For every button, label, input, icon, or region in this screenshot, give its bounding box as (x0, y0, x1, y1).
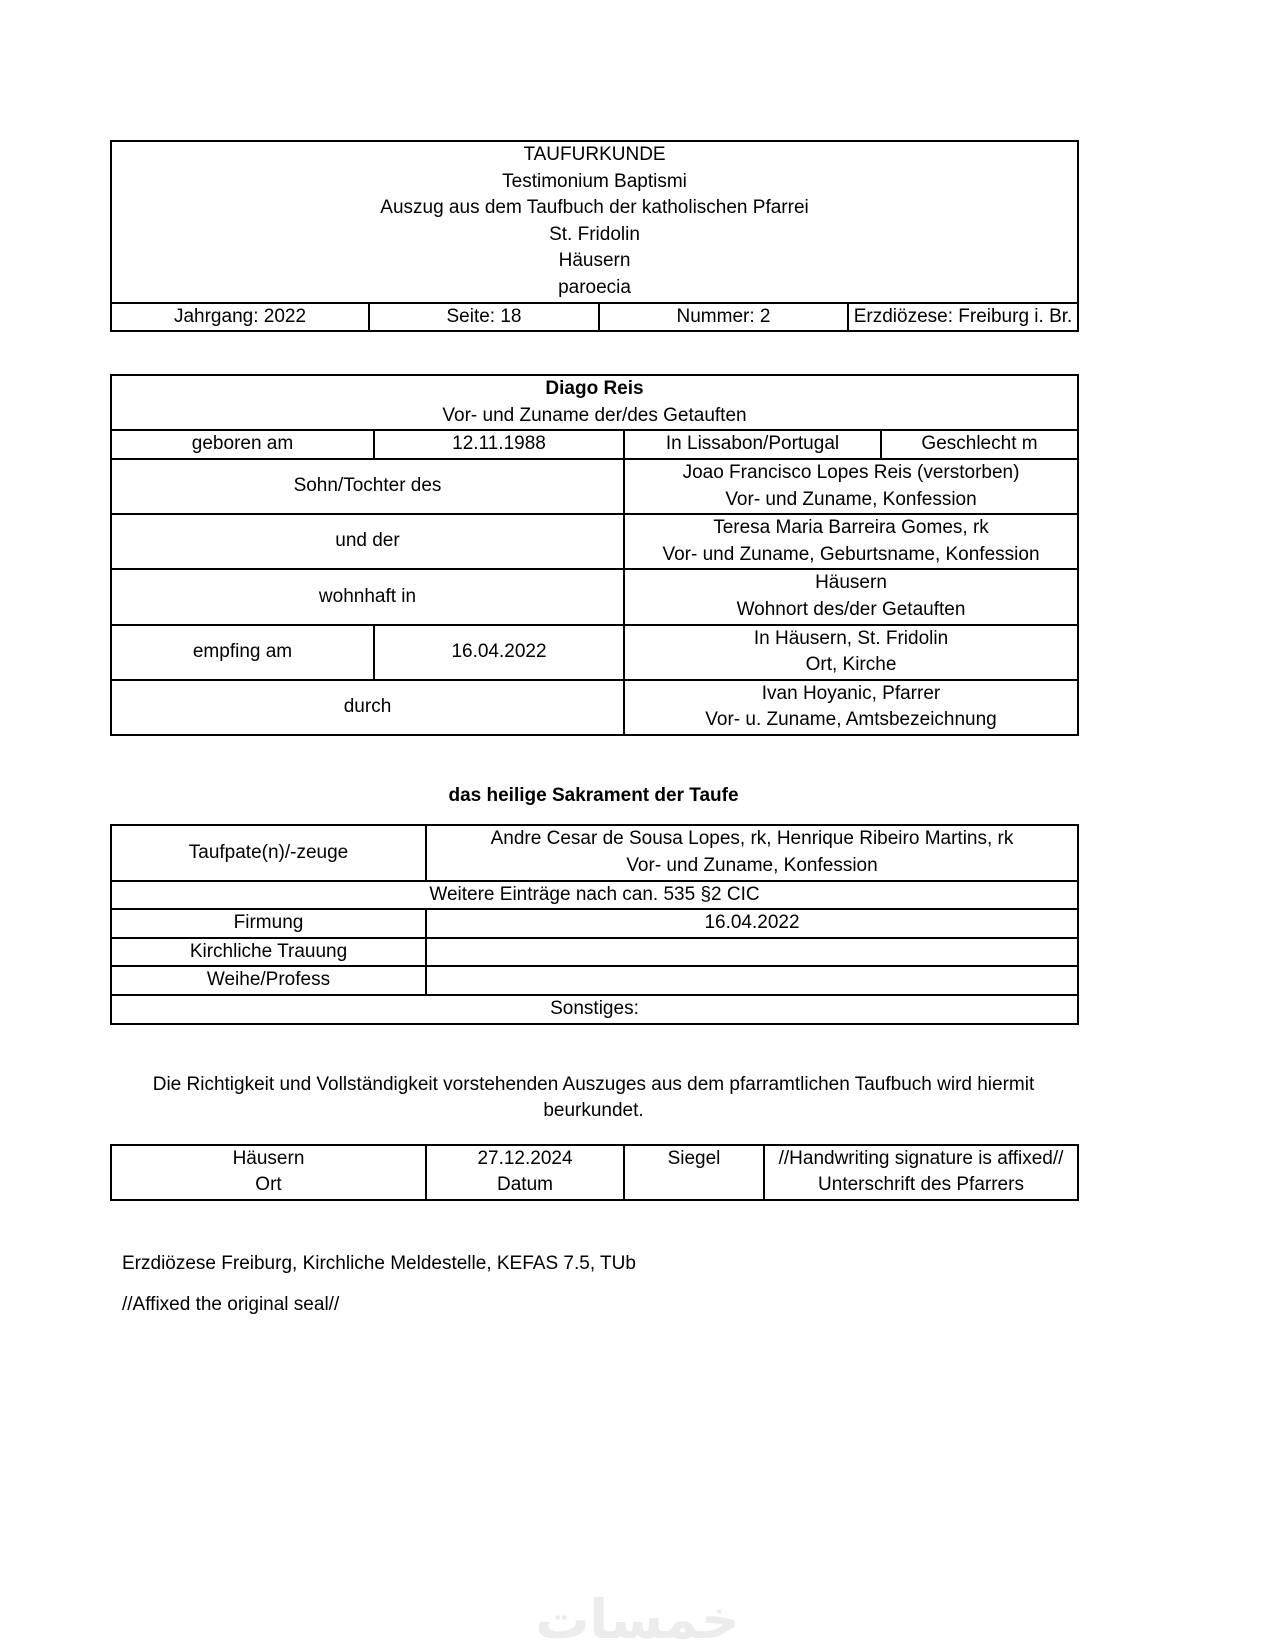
place-value: Häusern (232, 1147, 305, 1169)
name-cell (111, 375, 1078, 430)
residence-value: Häusern (815, 572, 887, 594)
gender-cell: Geschlecht m (881, 430, 1078, 459)
signature-caption: Unterschrift des Pfarrers (818, 1174, 1024, 1196)
ordination-label: Weihe/Profess (111, 966, 426, 995)
received-date: 16.04.2022 (374, 625, 624, 680)
entries-row (111, 881, 1078, 910)
born-label: geboren am (111, 430, 374, 459)
by-label: durch (111, 680, 624, 735)
by-cell (624, 680, 1078, 735)
ordination-row (111, 966, 1078, 995)
received-place: In Häusern, St. Fridolin (753, 627, 949, 649)
mother-value: Teresa Maria Barreira Gomes, rk (713, 517, 989, 539)
marriage-row (111, 938, 1078, 967)
seal-cell (624, 1145, 764, 1200)
doc-subtitle-latin: Testimonium Baptismi (502, 170, 687, 192)
header-table (110, 140, 1079, 332)
born-place: In Lissabon/Portugal (624, 430, 881, 459)
paroecia-label: paroecia (558, 276, 631, 298)
date-cell (426, 1145, 624, 1200)
confirmation-row (111, 909, 1078, 938)
jahrgang-cell: Jahrgang: 2022 (111, 303, 369, 332)
header-title-cell (111, 141, 1078, 303)
name-caption: Vor- und Zuname der/des Getauften (442, 404, 747, 426)
seite-cell: Seite: 18 (369, 303, 599, 332)
signature-table (110, 1144, 1079, 1201)
sacrament-heading: das heilige Sakrament der Taufe (448, 784, 739, 806)
godparents-value: Andre Cesar de Sousa Lopes, rk, Henrique Ribeiro Martins, rk (490, 828, 1014, 850)
place-caption: Ort (255, 1174, 282, 1196)
confirmation-value: 16.04.2022 (426, 909, 1078, 938)
marriage-label: Kirchliche Trauung (111, 938, 426, 967)
baptized-name: Diago Reis (545, 378, 644, 400)
seal-footer-line: //Affixed the original seal// (122, 1293, 340, 1315)
received-label: empfing am (111, 625, 374, 680)
father-value: Joao Francisco Lopes Reis (verstorben) (682, 461, 1020, 483)
born-row (111, 430, 1078, 459)
parish-name: St. Fridolin (549, 223, 640, 245)
received-cell (624, 625, 1078, 680)
signature-value: //Handwriting signature is affixed// (778, 1147, 1064, 1169)
name-row (111, 375, 1078, 430)
doc-subtitle-extract: Auszug aus dem Taufbuch der katholischen Pfarrei (380, 197, 809, 219)
received-row (111, 625, 1078, 680)
person-table (110, 374, 1079, 736)
marriage-value (426, 938, 1078, 967)
father-label: Sohn/Tochter des (111, 459, 624, 514)
header-title-row (111, 141, 1078, 303)
ordination-value (426, 966, 1078, 995)
godparents-row (111, 825, 1078, 880)
header-meta-row (111, 303, 1078, 332)
mother-label: und der (111, 514, 624, 569)
erzdioezese-cell: Erzdiözese: Freiburg i. Br. (848, 303, 1078, 332)
sacrament-table (110, 824, 1079, 1024)
father-row (111, 459, 1078, 514)
by-caption: Vor- u. Zuname, Amtsbezeichnung (705, 709, 997, 731)
seal-label: Siegel (667, 1147, 721, 1169)
entries-cell: Weitere Einträge nach can. 535 §2 CIC (111, 881, 1078, 910)
signature-row (111, 1145, 1078, 1200)
residence-caption: Wohnort des/der Getauften (736, 598, 966, 620)
place-cell (111, 1145, 426, 1200)
signature-cell (764, 1145, 1078, 1200)
mother-cell (624, 514, 1078, 569)
document-content (110, 140, 1077, 1318)
date-value: 27.12.2024 (477, 1147, 573, 1169)
residence-row (111, 569, 1078, 624)
confirmation-label: Firmung (111, 909, 426, 938)
other-cell: Sonstiges: (111, 995, 1078, 1024)
residence-cell (624, 569, 1078, 624)
father-cell (624, 459, 1078, 514)
seal-spacer (625, 1172, 763, 1199)
received-caption: Ort, Kirche (805, 654, 897, 676)
parish-place: Häusern (558, 250, 631, 272)
godparents-cell (426, 825, 1078, 880)
attestation-text: Die Richtigkeit und Vollständigkeit vorstehenden Auszuges aus dem pfarramtlichen Taufbuch wird hiermit beurkundet. (152, 1073, 1035, 1122)
doc-title: TAUFURKUNDE (523, 144, 666, 165)
registry-footer-line: Erzdiözese Freiburg, Kirchliche Meldestelle, KEFAS 7.5, TUb (122, 1253, 636, 1274)
nummer-cell: Nummer: 2 (599, 303, 848, 332)
mother-caption: Vor- und Zuname, Geburtsname, Konfession (662, 543, 1040, 565)
father-caption: Vor- und Zuname, Konfession (725, 488, 977, 510)
born-date: 12.11.1988 (374, 430, 624, 459)
by-value: Ivan Hoyanic, Pfarrer (761, 682, 941, 704)
residence-label: wohnhaft in (111, 569, 624, 624)
godparents-caption: Vor- und Zuname, Konfession (626, 855, 878, 877)
khamsat-watermark: خمسات (535, 1588, 740, 1650)
by-row (111, 680, 1078, 735)
other-row (111, 995, 1078, 1024)
mother-row (111, 514, 1078, 569)
godparents-label: Taufpate(n)/-zeuge (111, 825, 426, 880)
date-caption: Datum (497, 1174, 553, 1196)
